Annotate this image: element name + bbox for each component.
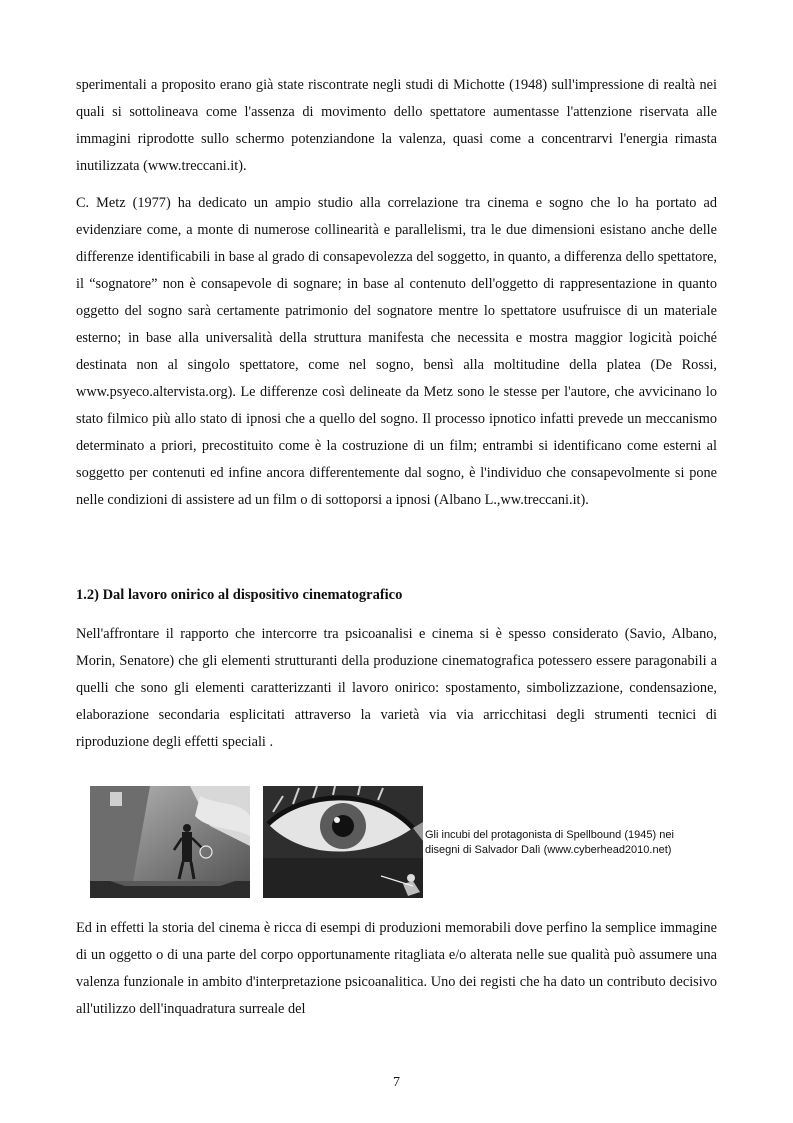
- figure-row: [90, 786, 717, 898]
- figure-caption-line-1: Gli incubi del protagonista di Spellbound (1945) nei: [425, 829, 674, 841]
- paragraph-1: sperimentali a proposito erano già state riscontrate negli studi di Michotte (1948) sull'impressione di realtà nei quali si sottolineava come l'assenza di movimento dello spettatore aumentasse l'attenzione riservata alle immagini riprodotte sullo schermo potenziandone la valenza, quasi come a concentrarvi l'energia rimasta inutilizzata (www.treccani.it).: [76, 77, 717, 174]
- section-heading: 1.2) Dal lavoro onirico al dispositivo cinematografico: [76, 587, 403, 603]
- dali-giant-eye-image: [263, 786, 423, 898]
- page-number: 7: [393, 1075, 400, 1090]
- dali-dream-scene-image: [90, 786, 250, 898]
- paragraph-4: Ed in effetti la storia del cinema è ricca di esempi di produzioni memorabili dove perfino la semplice immagine di un oggetto o di una parte del corpo opportunamente ritagliata e/o alterata nelle sue qualità può assumere una valenza funzionale in ambito d'interpretazione psicoanalitica. Uno dei registi che ha dato un contributo decisivo all'utilizzo dell'inquadratura surreale del: [76, 920, 717, 1017]
- paragraph-2: C. Metz (1977) ha dedicato un ampio studio alla correlazione tra cinema e sogno che lo ha portato ad evidenziare come, a monte di numerose collinearità e parallelismi, tra le due dimensioni esistano anche delle differenze identificabili in base al grado di consapevolezza del soggetto, in quanto, a differenza dello spettatore, il “sognatore” non è consapevole di sognare; in base al contenuto dell'oggetto di rappresentazione in quanto oggetto del sogno sarà certamente patrimonio del sognatore mentre lo spettatore usufruisce di un materiale esterno; in base alla universalità della struttura manifesta che necessita e mostra maggior logicità poiché destinata non al singolo spettatore, come nel sogno, bensì alla moltitudine della platea (De Rossi, www.psyeco.altervista.org). Le differenze così delineate da Metz sono le stesse per l'autore, che avvicinano lo stato filmico più allo stato di ipnosi che a quello del sogno. Il processo ipnotico infatti prevede un meccanismo determinato a priori, precostituito come è la costruzione di un film; entrambi si identificano come esterni al soggetto per contenuti ed infine ancora differentemente dal sogno, è l'individuo che consapevolmente si pone nelle condizioni di assistere ad un film o di sottoporsi a ipnosi (Albano L.,ww.treccani.it).: [76, 195, 717, 508]
- figure-caption-line-2: disegni di Salvador Dalì (www.cyberhead2010.net): [425, 844, 672, 856]
- paragraph-3: Nell'affrontare il rapporto che intercorre tra psicoanalisi e cinema si è spesso considerato (Savio, Albano, Morin, Senatore) che gli elementi strutturanti della produzione cinematografica potessero essere paragonabili a quelli che sono gli elementi caratterizzanti il lavoro onirico: spostamento, simbolizzazione, condensazione, elaborazione secondaria esplicitati attraverso la varietà via via arricchitasi degli strumenti tecnici di riproduzione degli effetti speciali .: [76, 626, 717, 750]
- figure-caption: [425, 828, 725, 858]
